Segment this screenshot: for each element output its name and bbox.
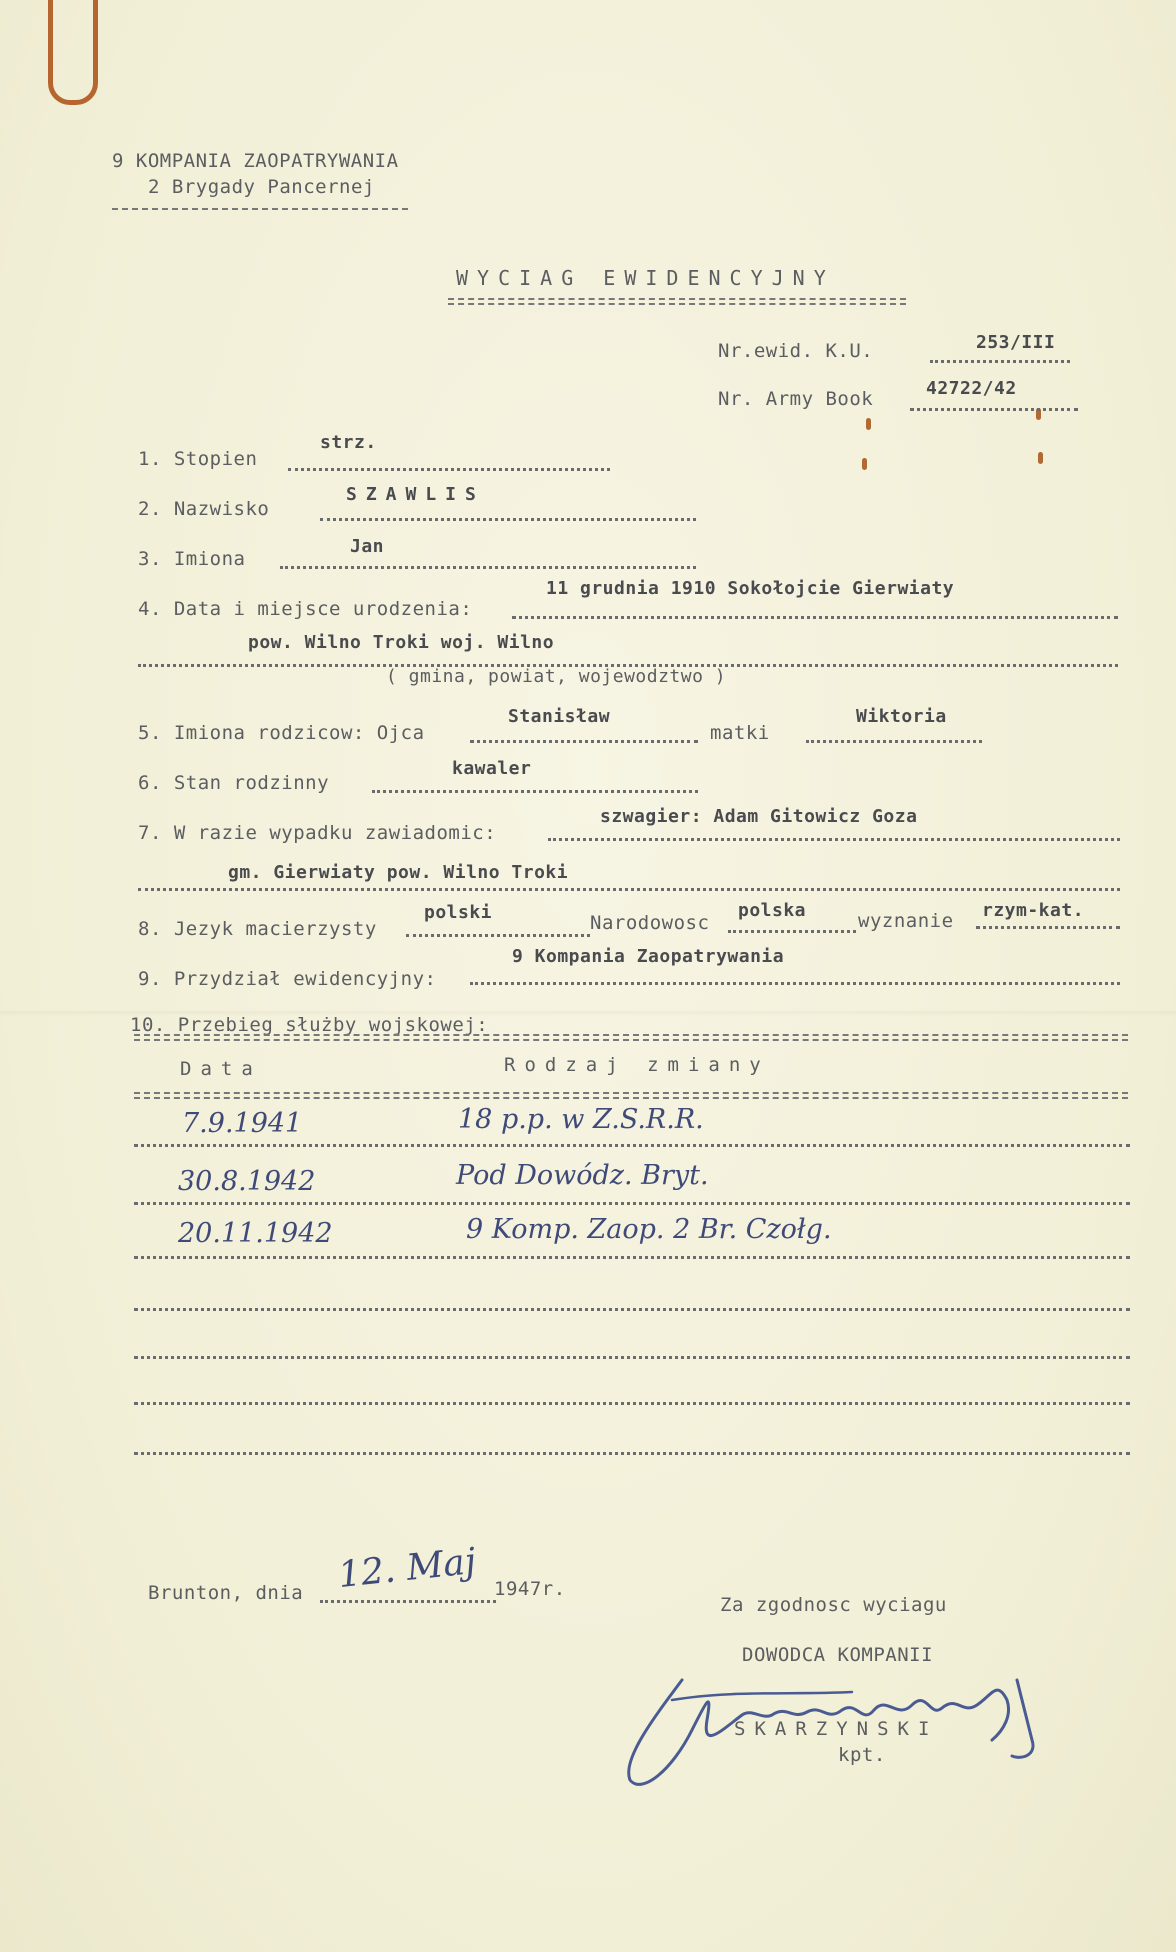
rust-stain (866, 418, 871, 430)
table-row-line (134, 1356, 1130, 1359)
commander-rank: kpt. (838, 1744, 886, 1766)
unit-line-2: 2 Brygady Pancernej (148, 176, 375, 198)
table-row-line (134, 1452, 1130, 1455)
field-firstname-value: Jan (350, 536, 385, 557)
table-row-1-date: 7.9.1941 (182, 1108, 303, 1139)
field-notify-dotline-2 (138, 888, 1120, 891)
field-marital-label: 6. Stan rodzinny (138, 772, 330, 794)
field-language-dotline (406, 934, 590, 937)
ku-label: Nr.ewid. K.U. (718, 340, 874, 362)
table-row-3-date: 20.11.1942 (178, 1218, 333, 1249)
field-father-dotline (470, 740, 698, 743)
commander-role: DOWODCA KOMPANII (742, 1644, 934, 1666)
field-surname-dotline (320, 518, 696, 521)
table-header-rule (134, 1092, 1128, 1099)
field-assignment-dotline (470, 982, 1120, 985)
field-religion-dotline (976, 926, 1120, 929)
field-assignment-label: 9. Przydział ewidencyjny: (138, 968, 437, 990)
field-language-label: 8. Jezyk macierzysty (138, 918, 377, 940)
field-birth-dotline (512, 616, 1118, 619)
place-label: Brunton, dnia (148, 1582, 304, 1604)
field-surname-value: SZAWLIS (346, 484, 485, 505)
table-row-line (134, 1308, 1130, 1311)
field-assignment-value: 9 Kompania Zaopatrywania (512, 946, 785, 967)
field-firstname-dotline (280, 566, 696, 569)
field-birth-hint: ( gmina, powiat, wojewodztwo ) (386, 666, 727, 687)
field-religion-value: rzym-kat. (982, 900, 1085, 921)
table-row-line (134, 1144, 1130, 1147)
field-notify-value: szwagier: Adam Gitowicz Goza (600, 806, 918, 827)
table-row-1-change: 18 p.p. w Z.S.R.R. (458, 1104, 704, 1135)
document-title: WYCIAG EWIDENCYJNY (456, 266, 835, 290)
ku-value: 253/III (976, 332, 1056, 353)
table-row-3-change: 9 Komp. Zaop. 2 Br. Czołg. (466, 1214, 832, 1245)
field-mother-dotline (806, 740, 982, 743)
table-row-line (134, 1202, 1130, 1205)
field-marital-value: kawaler (452, 758, 532, 779)
rust-stain (862, 458, 867, 470)
field-rank-dotline (288, 468, 610, 471)
army-label: Nr. Army Book (718, 388, 874, 410)
field-birth-value: 11 grudnia 1910 Sokołojcie Gierwiaty (546, 578, 955, 599)
rust-stain (1038, 452, 1043, 464)
field-birth-label: 4. Data i miejsce urodzenia: (138, 598, 473, 620)
place-date-value: 12. Maj (336, 1540, 478, 1597)
conformity-text: Za zgodnosc wyciagu (720, 1594, 947, 1616)
field-service-label: 10. Przebieg służby wojskowej: (130, 1014, 489, 1036)
field-surname-label: 2. Nazwisko (138, 498, 270, 520)
field-notify-dotline (548, 838, 1120, 841)
ku-dotline (930, 360, 1070, 363)
place-date-dotline (320, 1600, 496, 1603)
table-row-line (134, 1256, 1130, 1259)
field-nationality-label: Narodowosc (590, 912, 710, 934)
field-nationality-dotline (728, 930, 856, 933)
header-underline (112, 208, 408, 210)
field-firstname-label: 3. Imiona (138, 548, 246, 570)
field-father-value: Stanisław (508, 706, 611, 727)
year-suffix: 1947r. (494, 1578, 566, 1600)
army-dotline (910, 408, 1078, 411)
table-row-line (134, 1402, 1130, 1405)
field-rank-label: 1. Stopien (138, 448, 258, 470)
field-rank-value: strz. (320, 432, 377, 453)
commander-name: SKARZYNSKI (734, 1718, 939, 1740)
field-birth-value-2: pow. Wilno Troki woj. Wilno (248, 632, 555, 653)
field-notify-value-2: gm. Gierwiaty pow. Wilno Troki (228, 862, 569, 883)
army-value: 42722/42 (926, 378, 1017, 399)
field-mother-label: matki (710, 722, 770, 744)
table-header-date: Data (180, 1058, 262, 1080)
table-top-rule (134, 1034, 1128, 1041)
field-language-value: polski (424, 902, 493, 923)
field-nationality-value: polska (738, 900, 807, 921)
paperclip-mark (48, 0, 98, 105)
field-mother-value: Wiktoria (856, 706, 947, 727)
field-marital-dotline (372, 790, 698, 793)
field-notify-label: 7. W razie wypadku zawiadomic: (138, 822, 497, 844)
unit-line-1: 9 KOMPANIA ZAOPATRYWANIA (112, 150, 399, 172)
table-header-change: Rodzaj zmiany (504, 1054, 770, 1076)
field-parents-label: 5. Imiona rodzicow: Ojca (138, 722, 425, 744)
table-row-2-change: Pod Dowódz. Bryt. (456, 1160, 709, 1191)
field-religion-label: wyznanie (858, 910, 954, 932)
title-underline (448, 298, 906, 305)
table-row-2-date: 30.8.1942 (178, 1166, 316, 1197)
